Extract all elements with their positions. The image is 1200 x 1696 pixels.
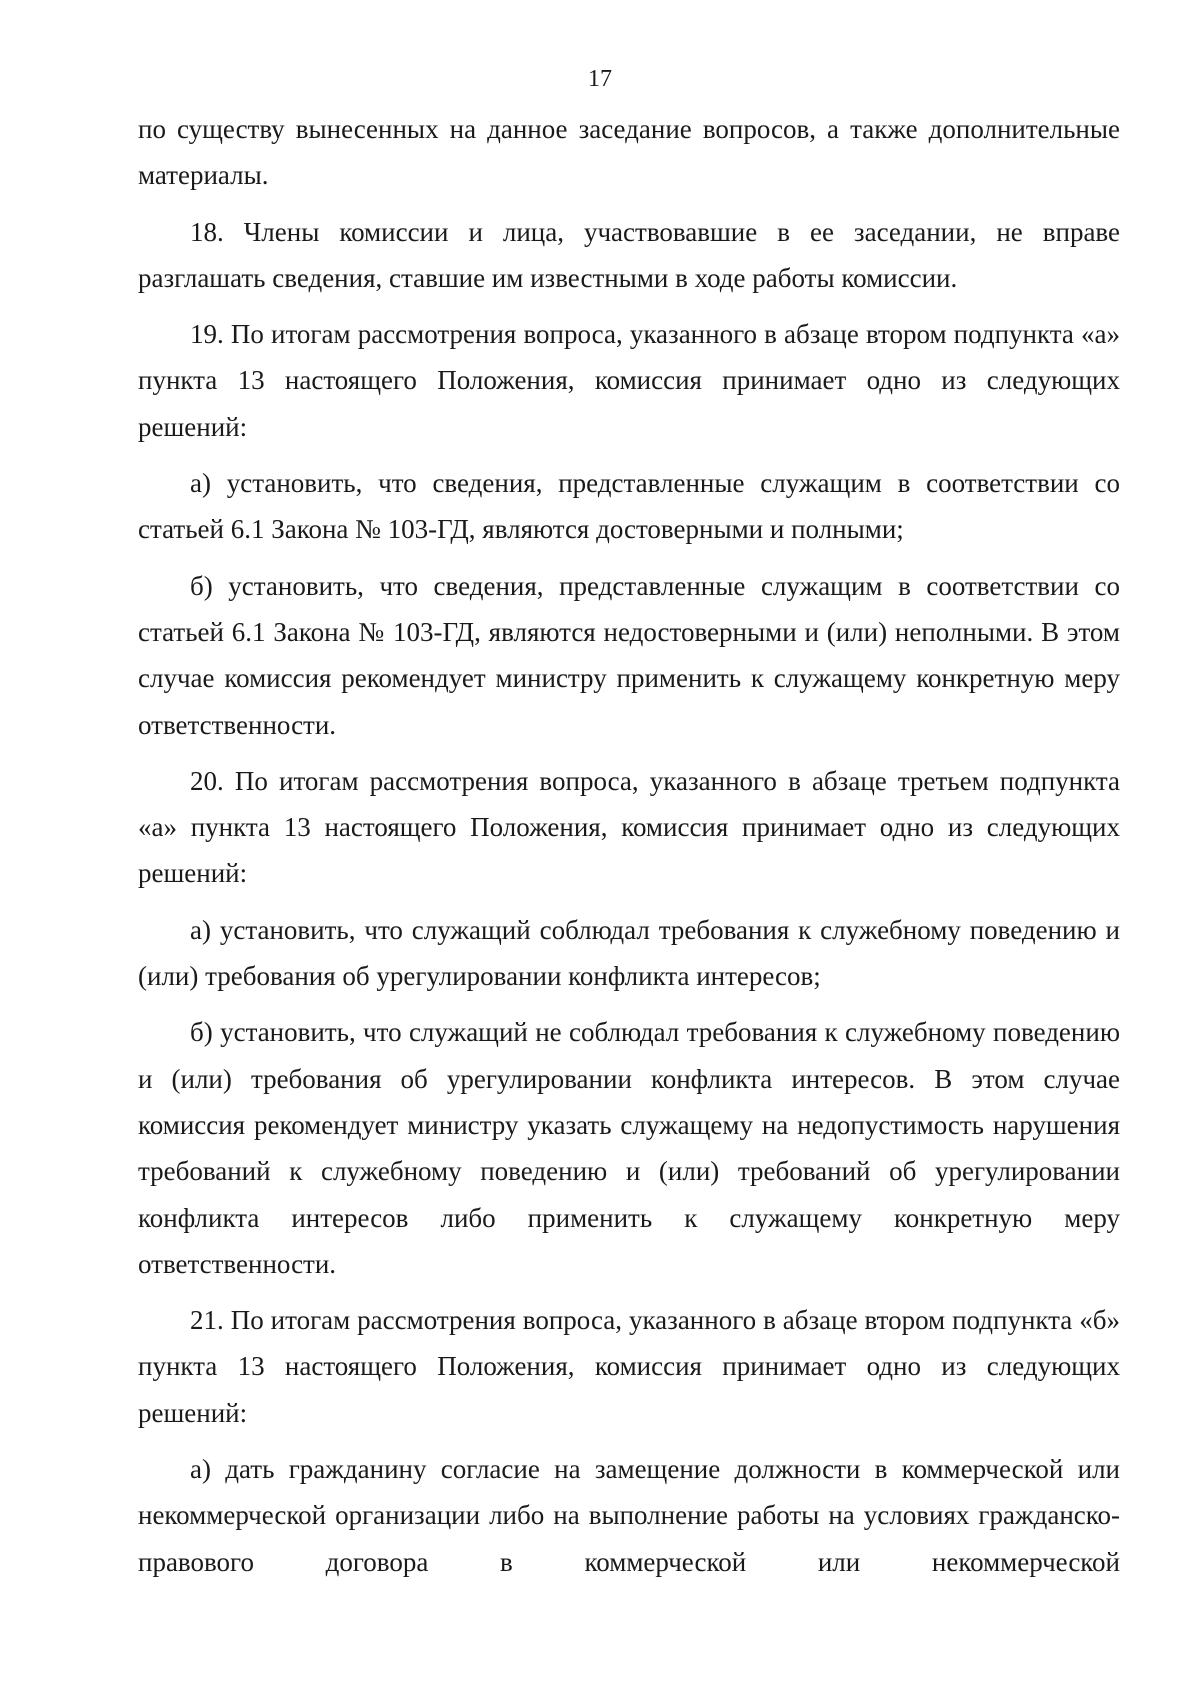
- paragraph-item-20: 20. По итогам рассмотрения вопроса, указанного в абзаце третьем подпункта «а» пункта 13 настоящего Положения, комиссия принимает одно из следующих решений:: [138, 765, 1120, 889]
- paragraph-item-19: 19. По итогам рассмотрения вопроса, указанного в абзаце втором подпункта «а» пункта 13 настоящего Положения, комиссия принимает одно из следующих решений:: [138, 319, 1120, 442]
- page-number: 17: [588, 66, 612, 92]
- document-body: [138, 106, 1120, 1595]
- paragraph-item-21: 21. По итогам рассмотрения вопроса, указанного в абзаце втором подпункта «б» пункта 13 настоящего Положения, комиссия принимает одно из следующих решений:: [138, 1305, 1120, 1428]
- paragraph-item-20-a: а) установить, что служащий соблюдал требования к служебному поведению и (или) требования об урегулировании конфликта интересов;: [138, 914, 1120, 992]
- paragraph-item-21-a: а) дать гражданину согласие на замещение должности в коммерческой или некоммерческой организации либо на выполнение работы на условиях гражданско-правового договора в коммерческой или некоммерческой: [138, 1454, 1120, 1577]
- paragraph-item-19-a: а) установить, что сведения, представленные служащим в соответствии со статьей 6.1 Закона № 103-ГД, являются достоверными и полными;: [138, 468, 1120, 545]
- paragraph-item-20-b: б) установить, что служащий не соблюдал требования к служебному поведению и (или) требования об урегулировании конфликта интересов. В этом случае комиссия рекомендует министру указать служащему на недопустимость нарушения требований к служебному поведению и (или) требований об урегулировании конфликта интересов либо применить к служащему конкретную меру ответственности.: [138, 1017, 1120, 1279]
- paragraph-item-18: 18. Члены комиссии и лица, участвовавшие в ее заседании, не вправе разглашать сведения, ставшие им известными в ходе работы комиссии.: [138, 216, 1120, 293]
- paragraph-continuation: по существу вынесенных на данное заседание вопросов, а также дополнительные материалы.: [138, 114, 1120, 191]
- paragraph-item-19-b: б) установить, что сведения, представленные служащим в соответствии со статьей 6.1 Закона № 103-ГД, являются недостоверными и (или) неполными. В этом случае комиссия рекомендует министру применить к служащему конкретную меру ответственности.: [138, 570, 1120, 740]
